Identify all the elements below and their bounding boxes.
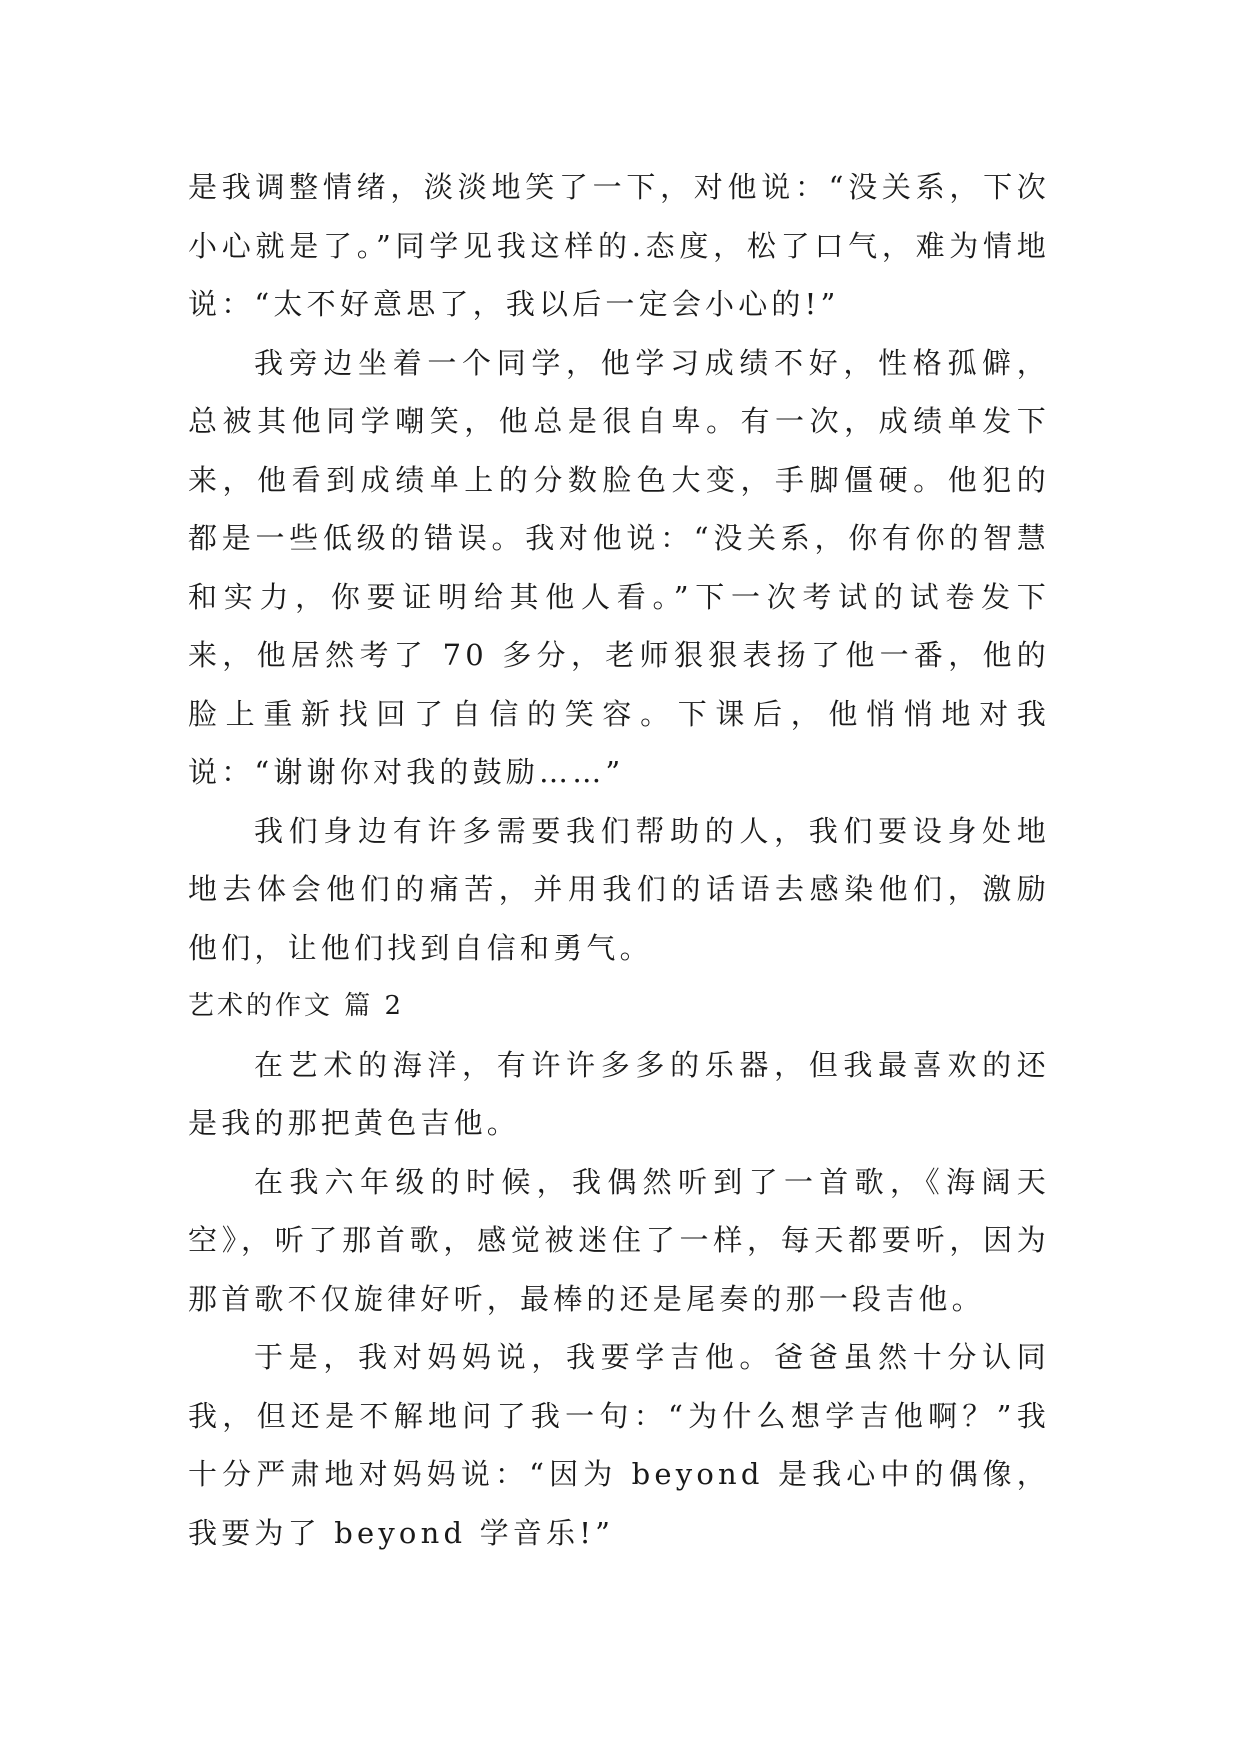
paragraph: 在艺术的海洋，有许许多多的乐器，但我最喜欢的还是我的那把黄色吉他。 [188, 1047, 1050, 1140]
document-body [188, 158, 1050, 1562]
section-heading: 艺术的作文 篇 2 [188, 991, 405, 1021]
paragraph: 我旁边坐着一个同学，他学习成绩不好，性格孤僻，总被其他同学嘲笑，他总是很自卑。有一次，成绩单发下来，他看到成绩单上的分数脸色大变，手脚僵硬。他犯的都是一些低级的错误。我对他说：“没关系，你有你的智慧和实力，你要证明给其他人看。”下一次考试的试卷发下来，他居然考了 70 多分，老师狠狠表扬了他一番，他的脸上重新找回了自信的笑容。下课后，他悄悄地对我说：“谢谢你对我的鼓励……” [188, 345, 1050, 789]
paragraph: 于是，我对妈妈说，我要学吉他。爸爸虽然十分认同我，但还是不解地问了我一句：“为什么想学吉他啊？”我十分严肃地对妈妈说：“因为 beyond 是我心中的偶像，我要为了 beyond 学音乐!” [188, 1340, 1050, 1550]
paragraph: 我们身边有许多需要我们帮助的人，我们要设身处地地去体会他们的痛苦，并用我们的话语去感染他们，激励他们，让他们找到自信和勇气。 [188, 813, 1050, 965]
paragraph: 在我六年级的时候，我偶然听到了一首歌，《海阔天空》，听了那首歌，感觉被迷住了一样，每天都要听，因为那首歌不仅旋律好听，最棒的还是尾奏的那一段吉他。 [188, 1164, 1050, 1316]
paragraph: 是我调整情绪，淡淡地笑了一下，对他说：“没关系，下次小心就是了。”同学见我这样的.态度，松了口气，难为情地说：“太不好意思了，我以后一定会小心的!” [188, 170, 1050, 321]
